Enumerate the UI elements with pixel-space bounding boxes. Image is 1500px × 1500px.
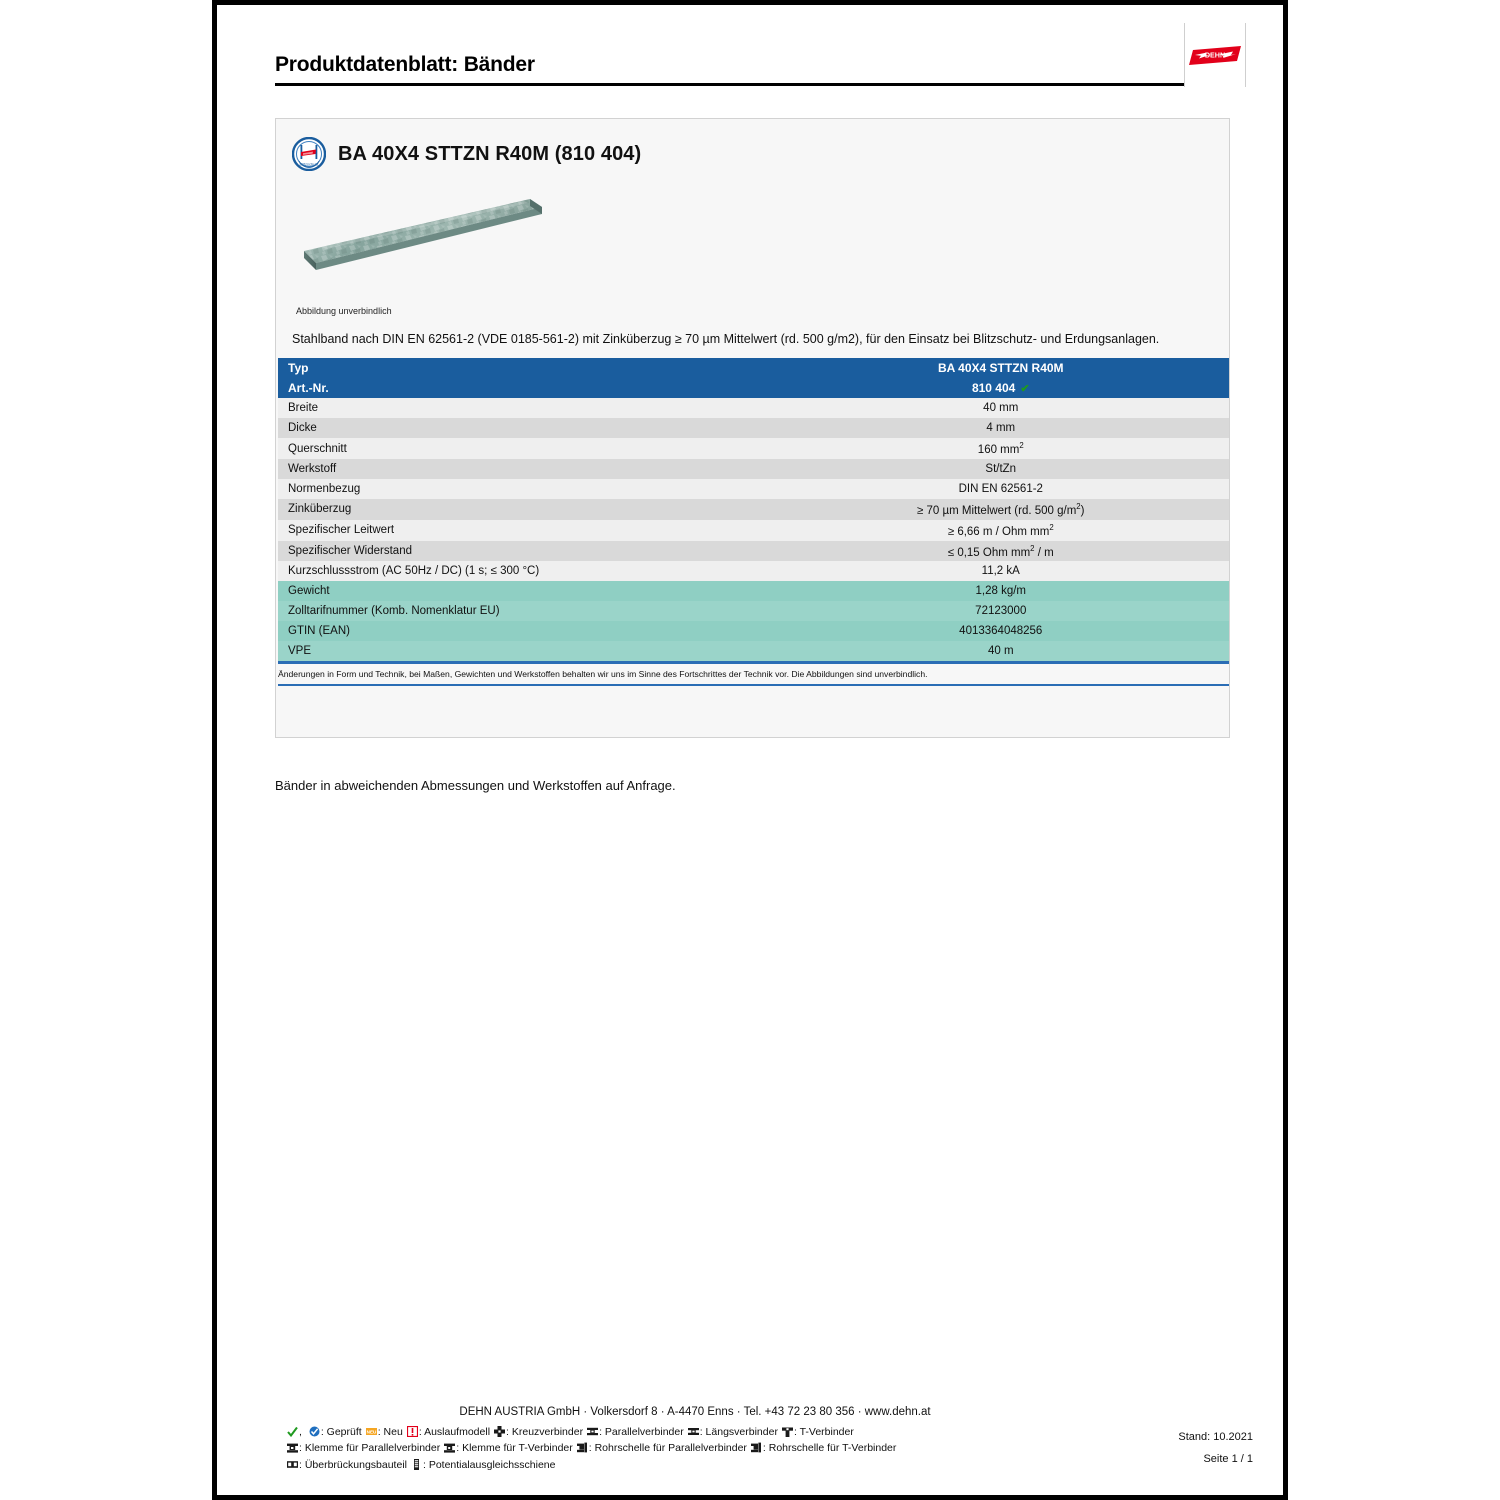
legend-entry-label: : Längsverbinder (699, 1426, 778, 1439)
spec-row (278, 438, 1229, 459)
legend-entry-label: : Parallelverbinder (599, 1426, 684, 1439)
legend-entry-label: : Überbrückungsbauteil (299, 1458, 407, 1471)
spec-row-label: Dicke (288, 422, 317, 435)
tested-circle-icon (309, 1426, 320, 1437)
spec-row (278, 581, 1229, 601)
panel-disclaimer: Änderungen in Form und Technik, bei Maßen, Gewichten und Werkstoffen behalten wir uns im Sinne des Fortschrittes der Technik vor. Die Abbildungen sind unverbindlich. (278, 669, 928, 680)
legend-line (287, 1440, 900, 1456)
spec-row-label: Normenbezug (288, 482, 361, 495)
spec-row-value: 1,28 kg/m (975, 585, 1026, 598)
specification-table (278, 358, 1229, 661)
spec-row-label: Breite (288, 402, 319, 415)
legend-entry (494, 1426, 583, 1438)
pipe-clamp-parallel-icon (577, 1442, 588, 1453)
spec-row-value: DIN EN 62561-2 (958, 482, 1043, 495)
legend-entry-label: : Rohrschelle für Parallelverbinder (588, 1442, 747, 1455)
legend-entry-label: : Rohrschelle für T-Verbinder (762, 1442, 897, 1455)
page-footer (217, 1406, 1283, 1473)
legend-entry-label: : Neu (377, 1426, 403, 1439)
legend-entry (688, 1426, 778, 1438)
spec-row-value: St/tZn (985, 462, 1017, 475)
spec-row-label: Spezifischer Leitwert (288, 524, 395, 537)
legend-entry-label: : Auslaufmodell (418, 1426, 491, 1439)
legend-entry (287, 1426, 305, 1438)
spec-table-body (278, 398, 1229, 661)
spec-row (278, 418, 1229, 438)
spec-header-label-artnr: Art.-Nr. (288, 381, 329, 396)
figure-caption: Abbildung unverbindlich (296, 306, 392, 316)
product-figure (276, 183, 1229, 316)
symbol-legend (257, 1424, 900, 1473)
legend-entry (587, 1426, 684, 1438)
spec-header-label-typ: Typ (288, 361, 309, 376)
svg-text:Blitzschutz: Blitzschutz (299, 161, 319, 167)
spec-row-label: Spezifischer Widerstand (288, 545, 412, 558)
legend-entry (366, 1426, 403, 1438)
legend-entry-label: : Kreuzverbinder (506, 1426, 584, 1439)
spec-row-label: Werkstoff (288, 462, 337, 475)
legend-entry-label: : Potentialausgleichsschiene (422, 1458, 556, 1471)
document-page (212, 0, 1288, 1500)
spec-row-label: Zinküberzug (288, 503, 352, 516)
bridging-component-icon (287, 1459, 298, 1470)
spec-row-label: VPE (288, 645, 312, 658)
spec-row-value: 4013364048256 (959, 625, 1043, 638)
legend-line (287, 1457, 900, 1473)
spec-row-label: GTIN (EAN) (288, 625, 350, 638)
svg-text:DEHN: DEHN (1204, 50, 1226, 60)
legend-entry-label: : Klemme für T-Verbinder (456, 1442, 573, 1455)
legend-entry (309, 1426, 362, 1438)
spec-row (278, 499, 1229, 520)
spec-row-label: Kurzschlussstrom (AC 50Hz / DC) (1 s; ≤ 300 °C) (288, 565, 540, 578)
product-description: Stahlband nach DIN EN 62561-2 (VDE 0185-561-2) mit Zinküberzug ≥ 70 µm Mittelwert (rd. 500 g/m2), für den Einsatz bei Blitzschutz- und Erdungsanlagen. (292, 332, 1160, 346)
spec-row-label: Zolltarifnummer (Komb. Nomenklatur EU) (288, 605, 500, 618)
discontinued-icon (407, 1426, 418, 1437)
spec-header-value-typ: BA 40X4 STTZN R40M (937, 361, 1064, 376)
spec-row-value: ≤ 0,15 Ohm $mm^2$ / m (947, 543, 1054, 559)
equipotential-bar-icon (411, 1459, 422, 1470)
header-divider (275, 83, 1230, 86)
t-connector-icon (782, 1426, 793, 1437)
certification-badge-icon (292, 137, 326, 171)
dehn-logo (1184, 23, 1246, 87)
spec-row (278, 601, 1229, 621)
legend-entry-label: : Geprüft (320, 1426, 362, 1439)
legend-entry (577, 1442, 747, 1454)
pipe-clamp-t-icon (751, 1442, 762, 1453)
product-title: BA 40X4 STTZN R40M (810 404) (338, 142, 642, 165)
check-mark-icon: ✔ (1020, 383, 1030, 396)
legend-entry (287, 1442, 440, 1454)
revision-status: Stand: 10.2021 (1178, 1431, 1253, 1444)
page-title: Produktdatenblatt: Bänder (275, 53, 535, 76)
spec-row-label: Querschnitt (288, 442, 347, 455)
spec-row (278, 621, 1229, 641)
legend-entry (287, 1459, 407, 1471)
check-mark-icon (287, 1426, 298, 1437)
article-number: 810 404 (971, 381, 1016, 396)
spec-row (278, 541, 1229, 562)
spec-header-value-artnr (773, 378, 1229, 398)
legend-entry-label: , (299, 1426, 305, 1439)
spec-row-value: 72123000 (975, 605, 1027, 618)
spec-row (278, 398, 1229, 418)
svg-text:NEU: NEU (366, 1429, 377, 1435)
clamp-parallel-icon (287, 1442, 298, 1453)
spec-row-value: ≥ 70 µm Mittelwert (rd. 500 $g/m^2$) (917, 501, 1085, 517)
cross-connector-icon (494, 1426, 505, 1437)
spec-header-row-typ (278, 358, 1229, 378)
legend-entry (444, 1442, 573, 1454)
neu-badge-icon (366, 1426, 377, 1437)
legend-entry-label: : T-Verbinder (793, 1426, 854, 1439)
legend-entry (411, 1459, 556, 1471)
clamp-t-icon (444, 1442, 455, 1453)
spec-row-value: ≥ 6,66 m / Ohm $mm^2$ (947, 522, 1054, 538)
page-header (275, 53, 1230, 86)
legend-entry (751, 1442, 896, 1454)
spec-row (278, 459, 1229, 479)
legend-entry (782, 1426, 854, 1438)
company-address: DEHN AUSTRIA GmbH · Volkersdorf 8 · A-4470 Enns · Tel. +43 72 23 80 356 · www.dehn.at (459, 1406, 931, 1419)
product-photo-steel-strip (292, 185, 612, 295)
spec-row-value: 11,2 kA (981, 565, 1020, 578)
linear-connector-icon (688, 1426, 699, 1437)
spec-row-value: 40 m (987, 645, 1014, 658)
dehn-logo-icon (1189, 46, 1241, 65)
legend-entry (407, 1426, 490, 1438)
product-header (276, 119, 1229, 183)
footer-meta (1178, 1424, 1253, 1470)
disclaimer-divider (278, 684, 1229, 686)
legend-line (287, 1424, 900, 1440)
spec-table-header (278, 358, 1229, 398)
spec-row (278, 641, 1229, 661)
spec-row-label: Gewicht (288, 585, 330, 598)
spec-row (278, 520, 1229, 541)
spec-row-value: 160 $mm^2$ (977, 441, 1024, 456)
spec-header-row-artnr (278, 378, 1229, 398)
spec-row-value: 4 mm (986, 422, 1016, 435)
product-panel (275, 118, 1230, 738)
legend-entry-label: : Klemme für Parallelverbinder (299, 1442, 441, 1455)
spec-row (278, 479, 1229, 499)
spec-row-value: 40 mm (983, 402, 1019, 415)
parallel-connector-icon (587, 1426, 598, 1437)
page-number: Seite 1 / 1 (1203, 1453, 1253, 1466)
availability-note: Bänder in abweichenden Abmessungen und Werkstoffen auf Anfrage. (275, 778, 676, 793)
spec-row (278, 561, 1229, 581)
